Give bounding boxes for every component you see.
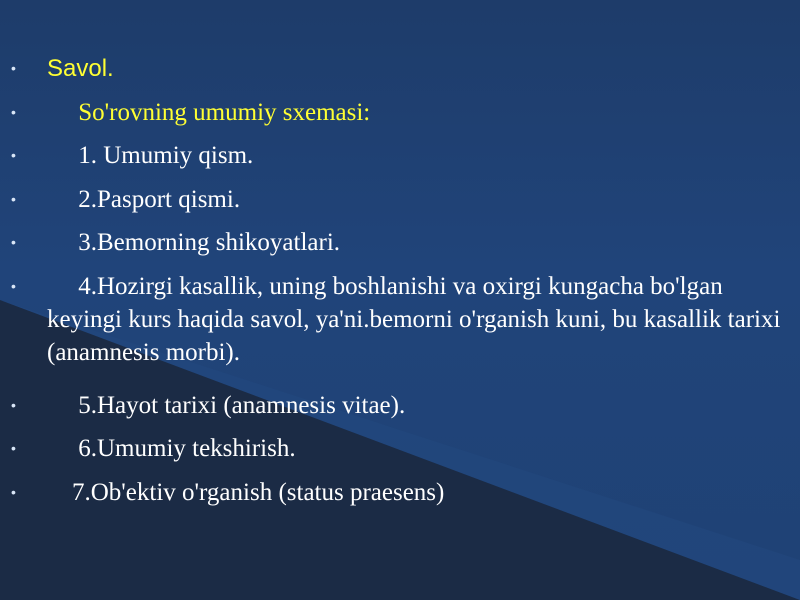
- list-item-text: 4.Hozirgi kasallik, uning boshlanishi va oxirgi kungacha bo'lgan keyingi kurs haqida savol, ya'ni.bemorni o'rganish kuni, bu kasallik tarixi (anamnesis morbi).: [47, 273, 781, 366]
- list-item-text: Savol.: [47, 55, 114, 82]
- list-item-text: 6.Umumiy tekshirish.: [47, 435, 296, 462]
- bullet-icon: •: [11, 278, 16, 294]
- list-item-text: 3.Bemorning shikoyatlari.: [47, 229, 341, 256]
- bullet-icon: •: [11, 191, 16, 207]
- bullet-icon: •: [11, 484, 16, 500]
- list-item-text: 2.Pasport qismi.: [47, 186, 241, 213]
- list-item-text: So'rovning umumiy sxemasi:: [47, 99, 371, 126]
- bullet-icon: •: [11, 397, 16, 413]
- bullet-icon: •: [11, 147, 16, 163]
- bullet-icon: •: [11, 60, 16, 76]
- bullet-icon: •: [11, 440, 16, 456]
- list-item-text: 7.Ob'ektiv o'rganish (status praesens): [47, 479, 445, 506]
- bullet-icon: •: [11, 104, 16, 120]
- list-item-text: 1. Umumiy qism.: [47, 142, 254, 169]
- bullet-icon: •: [11, 234, 16, 250]
- list-item-text: 5.Hayot tarixi (anamnesis vitae).: [47, 392, 406, 419]
